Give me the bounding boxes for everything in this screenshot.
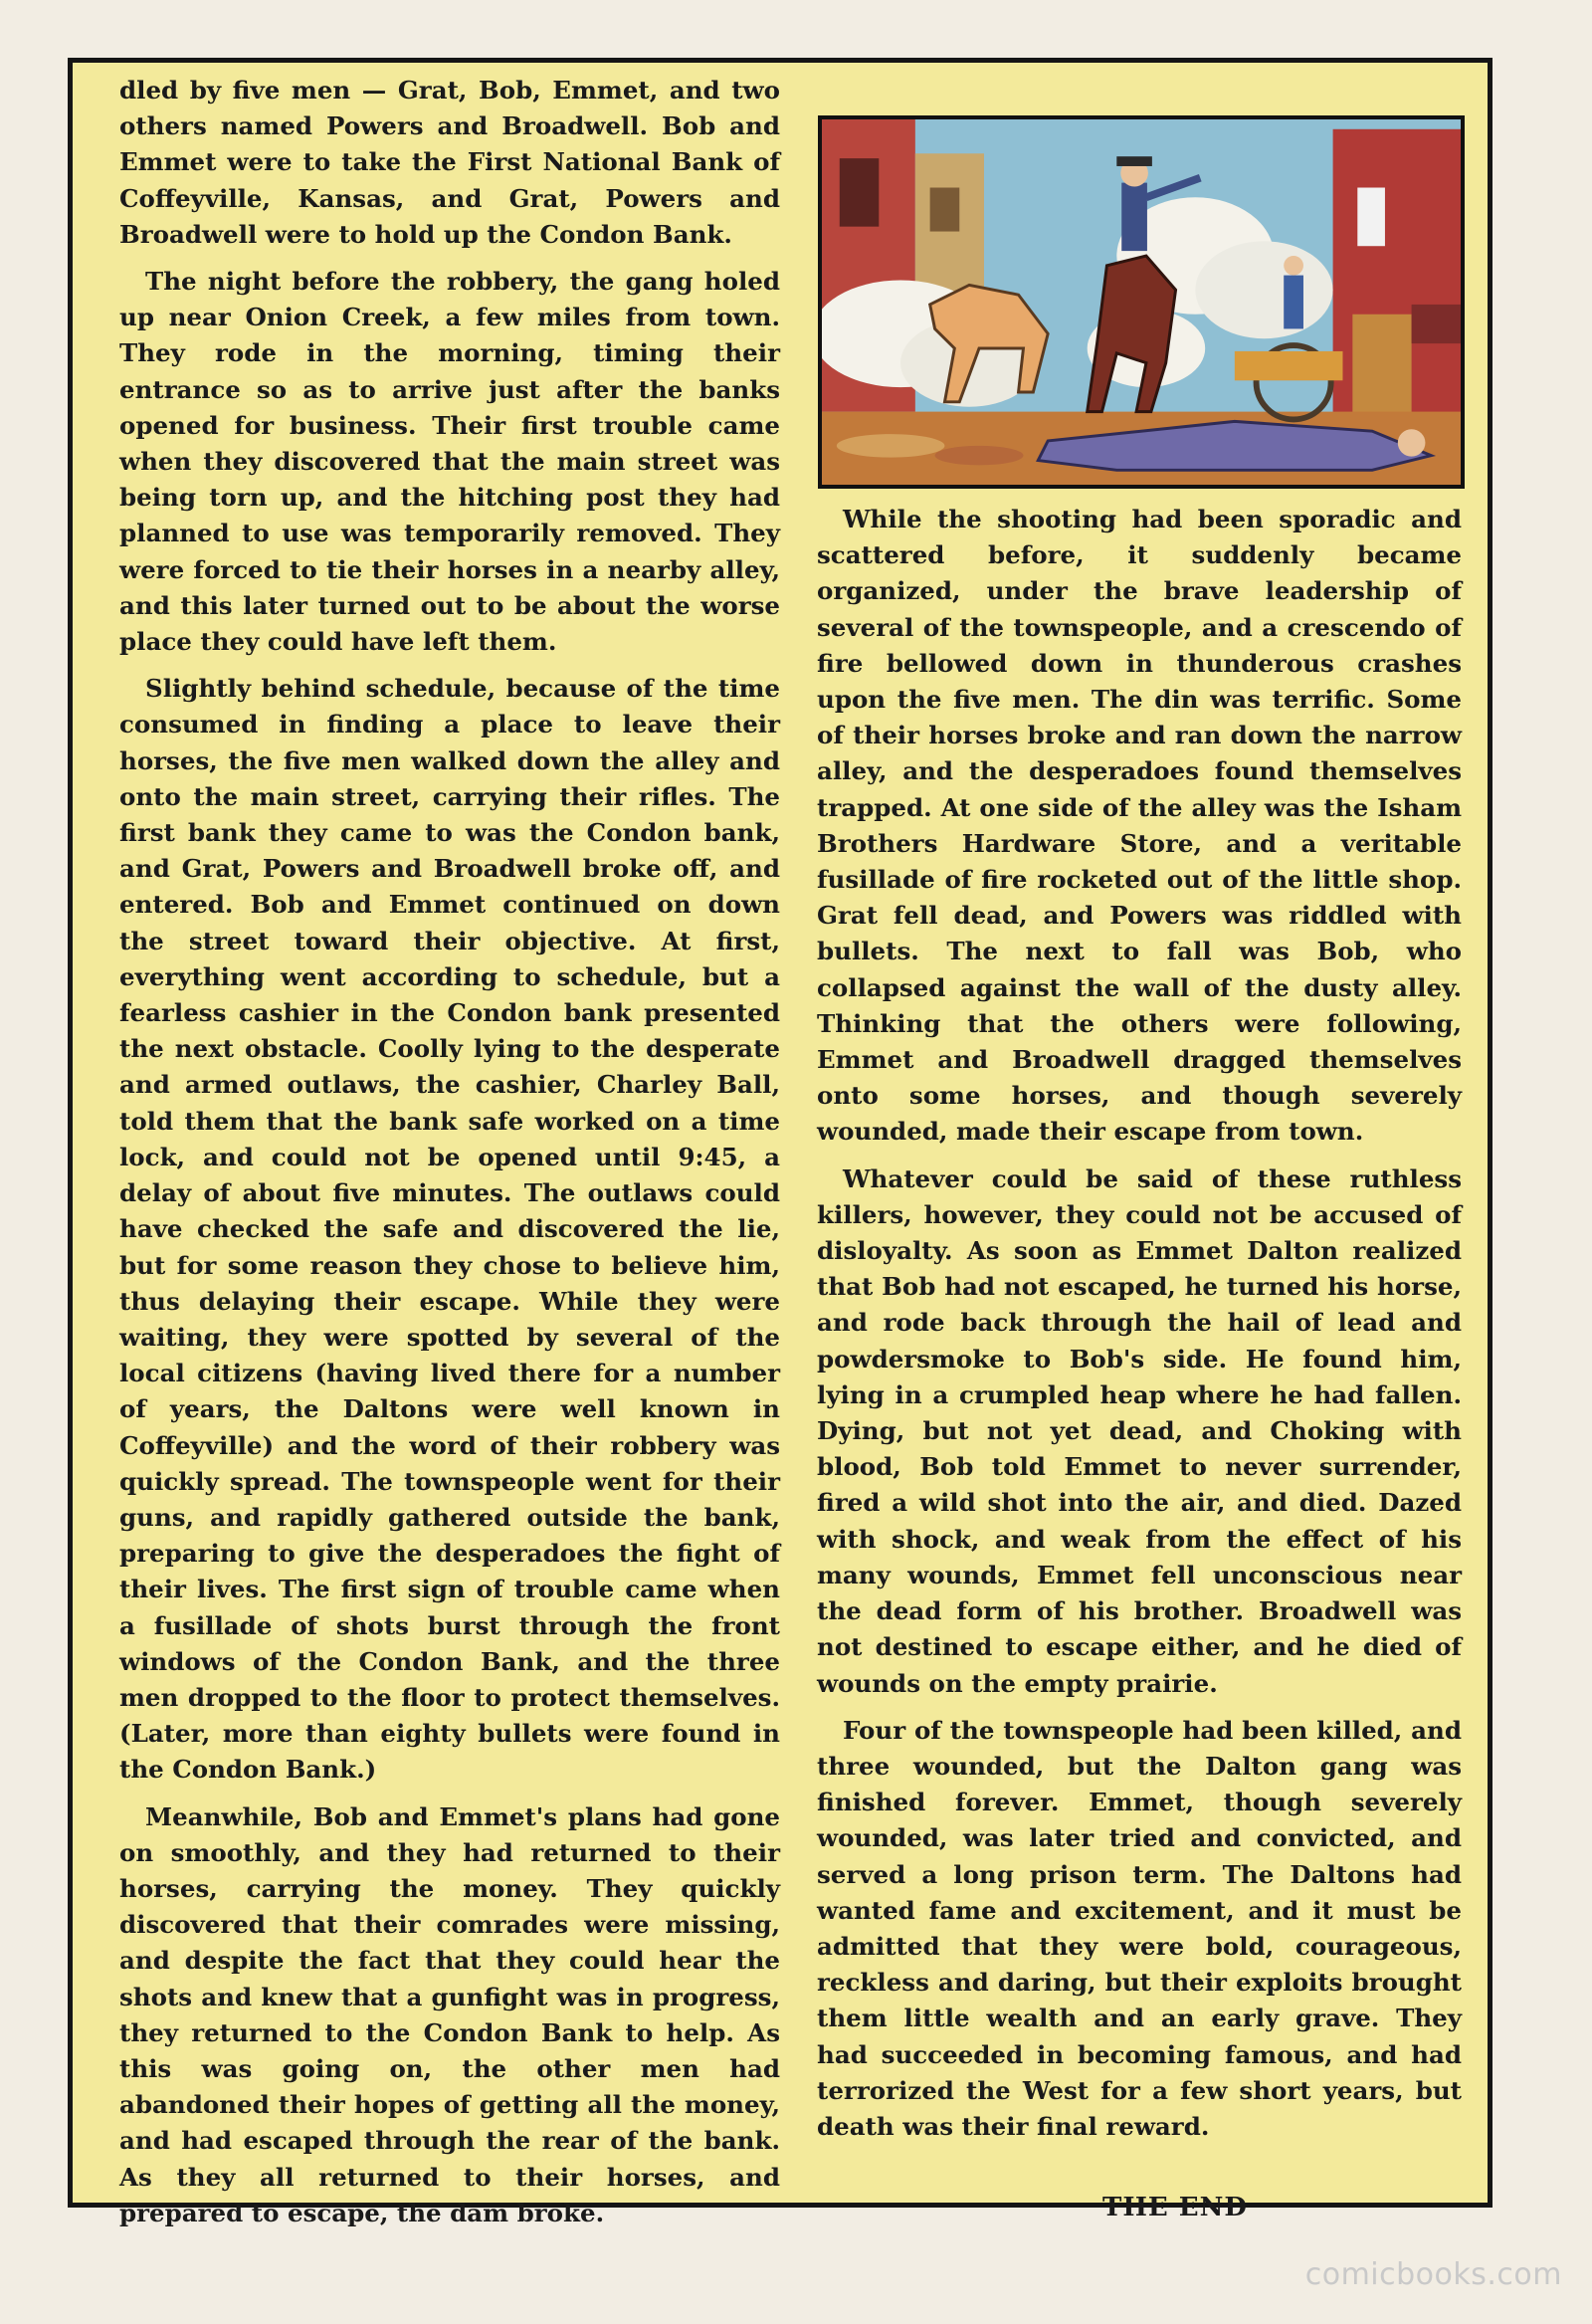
story-paragraph: The night before the robbery, the gang holed up near Onion Creek, a few miles from town. They rode in the morning, timing their entrance so as to arrive just after the banks opened for business. Their first trouble came when they discovered that the main street was being torn up, and the hitching post they had planned to use was temporarily removed. They were forced to tie their horses in a nearby alley, and this later turned out to be about the worse place they could have left them. (119, 267, 780, 657)
story-paragraph: Four of the townspeople had been killed, and three wounded, but the Dalton gang was finished forever. Emmet, though severely wounded, was later tried and convicted, and served a long prison term. The Daltons had wanted fame and excitement, and it must be admitted that they were bold, courageous, reckless and daring, but their exploits brought them little wealth and an early grave. They had succeeded in becoming famous, and had terrorized the West for a few short years, but death was their final reward. (817, 1715, 1462, 2141)
shootout-illustration (822, 119, 1461, 485)
story-page-frame (68, 58, 1492, 2227)
story-paragraph: While the shooting had been sporadic and scattered before, it suddenly became organized, under the brave leadership of several of the townspeople, and a crescendo of fire bellowed down in thunderous crashes upon the five men. The din was terrific. Some of their horses broke and ran down the narrow alley, and the desperadoes found themselves trapped. At one side of the alley was the Isham Brothers Hardware Store, and a veritable fusillade of fire rocketed out of the little shop. Grat fell dead, and Powers was riddled with bullets. The next to fall was Bob, who collapsed against the wall of the dusty alley. Thinking that the others were following, Emmet and Broadwell dragged themselves onto some horses, and though severely wounded, made their escape from town. (817, 505, 1462, 1147)
left-text-column (119, 73, 780, 2242)
story-paragraph: dled by five men — Grat, Bob, Emmet, and two others named Powers and Broadwell. Bob and Emmet were to take the First National Bank of Coffeyville, Kansas, and Grat, Powers and Broadwell were to hold up the Condon Bank. (119, 76, 780, 249)
site-watermark: comicbooks.com (1304, 2257, 1562, 2292)
story-paragraph: Meanwhile, Bob and Emmet's plans had gone on smoothly, and they had returned to their horses, carrying the money. They quickly discovered that their comrades were missing, and despite the fact that they could hear the shots and knew that a gunfight was in progress, they returned to the Condon Bank to help. As this was going on, the other men had abandoned their hopes of getting all the money, and had escaped through the rear of the bank. As they all returned to their horses, and prepared to escape, the dam broke. (119, 1801, 780, 2227)
story-paragraph: Slightly behind schedule, because of the time consumed in finding a place to leave their horses, the five men walked down the alley and onto the main street, carrying their rifles. The first bank they came to was the Condon bank, and Grat, Powers and Broadwell broke off, and entered. Bob and Emmet continued on down the street toward their objective. At first, everything went according to schedule, but a fearless cashier in the Condon bank presented the next obstacle. Coolly lying to the desperate and armed outlaws, the cashier, Charley Ball, told them that the bank safe worked on a time lock, and could not be opened until 9:45, a delay of about five minutes. The outlaws could have checked the safe and discovered the lie, but for some reason they chose to believe him, thus delaying their escape. While they were waiting, they were spotted by several of the local citizens (having lived there for a number of years, the Daltons were well known in Coffeyville) and the word of their robbery was quickly spread. The townspeople went for their guns, and rapidly gathered outside the bank, preparing to give the desperadoes the fight of their lives. The first sign of trouble came when a fusillade of shots burst through the front windows of the Condon Bank, and the three men dropped to the floor to protect themselves. (Later, more than eighty bullets were found in the Condon Bank.) (119, 674, 780, 1785)
right-text-column (817, 502, 1462, 2156)
story-paragraph: Whatever could be said of these ruthless killers, however, they could not be accused of disloyalty. As soon as Emmet Dalton realized that Bob had not escaped, he turned his horse, and rode back through the hail of lead and powdersmoke to Bob's side. He found him, lying in a crumpled heap where he had fallen. Dying, but not yet dead, and Choking with blood, Bob told Emmet to never surrender, fired a wild shot into the air, and died. Dazed with shock, and weak from the effect of his many wounds, Emmet fell unconscious near the dead form of his brother. Broadwell was not destined to escape either, and he died of wounds on the empty prairie. (817, 1163, 1462, 1698)
the-end-label: THE END (1102, 2193, 1248, 2222)
shootout-illustration-panel (818, 115, 1465, 489)
